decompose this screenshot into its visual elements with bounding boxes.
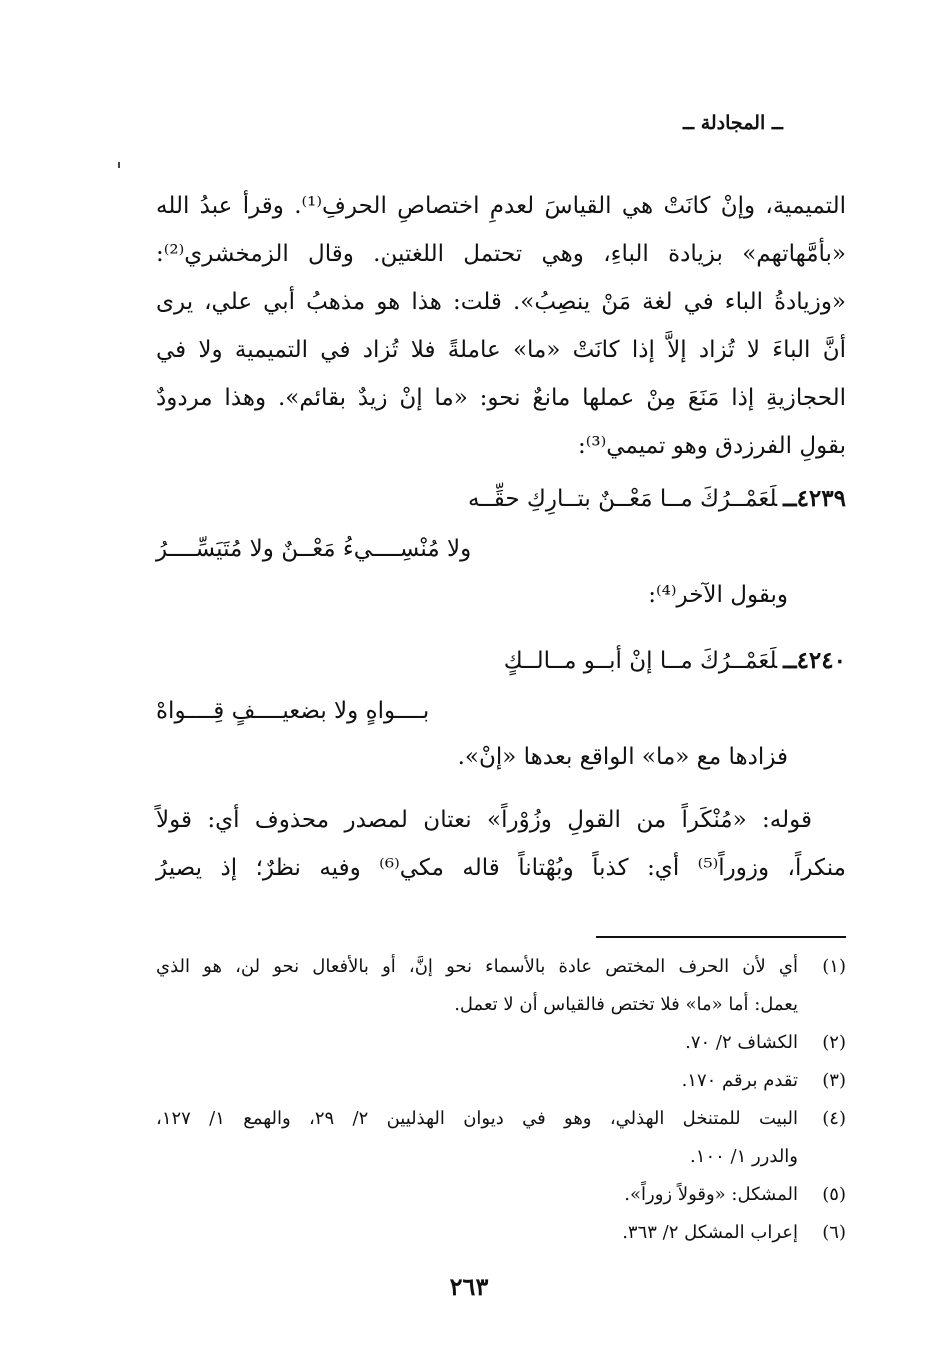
footnote-text: البيت للمتنخل الهذلي، وهو في ديوان الهذليين ٢/ ٢٩، والهمع ١/ ١٢٧،	[156, 1108, 799, 1129]
verse-4240	[156, 636, 846, 736]
verse-intro: وبقول الآخر⁽⁴⁾:	[648, 582, 788, 608]
body-line: بقولِ الفرزدق وهو تميمي⁽³⁾:	[578, 433, 846, 459]
verse-first-hemistich	[156, 474, 846, 524]
body-line: أنَّ الباءَ لا تُزاد إلاَّ إذا كانَتْ «ما» عاملةً فلا تُزاد في التميمية ولا في	[156, 337, 846, 363]
verse-number: ٤٢٤٠ــ	[783, 647, 846, 674]
verse-second-hemistich	[156, 686, 846, 736]
footnotes	[156, 948, 846, 1252]
verse-text: لَعَمْــرُكَ مــا إنْ أبــو مــالــكٍ	[503, 648, 778, 674]
body-line: الحجازيةِ إذا مَنَعَ مِنْ عملها مانعٌ نحو: «ما إنْ زيدٌ بقائم». وهذا مردودٌ	[156, 385, 846, 411]
footnote-text: إعراب المشكل ٢/ ٣٦٣.	[622, 1222, 798, 1243]
footnote-1	[156, 948, 846, 1024]
body-line: منكراً، وزوراً⁽⁵⁾ أي: كذباً وبُهْتاناً قاله مكي⁽⁶⁾ وفيه نظرٌ؛ إذ يصيرُ	[156, 855, 846, 881]
footnote-text: أي لأن الحرف المختص عادة بالأسماء نحو إنَّ، أو بالأفعال نحو لن، هو الذي	[156, 956, 798, 977]
second-paragraph	[156, 796, 846, 892]
body-line: التميمية، وإنْ كانَتْ هي القياسَ لعدمِ اختصاصِ الحرفِ⁽¹⁾. وقرأ عبدُ الله	[156, 193, 847, 219]
footnote-number: (٣)	[822, 1070, 846, 1091]
verse-first-hemistich	[156, 636, 846, 686]
footnote-number: (٦)	[822, 1222, 846, 1243]
footnote-3	[156, 1062, 846, 1100]
footnote-text: تقدم برقم ١٧٠.	[681, 1070, 798, 1091]
page-number: ٢٦٣	[449, 1272, 489, 1301]
footnote-5	[156, 1176, 846, 1214]
footnote-number: (٢)	[822, 1032, 846, 1053]
verse-commentary: فزادها مع «ما» الواقع بعدها «إنْ».	[457, 744, 788, 770]
body-line: «وزيادةُ الباء في لغة مَنْ ينصِبُ». قلت: هذا هو مذهبُ أبي علي، يرى	[156, 289, 846, 315]
body-line: «بأمَّهاتهم» بزيادة الباءِ، وهي تحتمل اللغتين. وقال الزمخشري⁽²⁾:	[156, 241, 846, 267]
footnote-text: والدرر ١/ ١٠٠.	[690, 1146, 798, 1167]
body-line: قوله: «مُنْكَراً من القولِ وزُوْراً» نعتان لمصدر محذوف أي: قولاً	[156, 807, 812, 833]
footnote-text: الكشاف ٢/ ٧٠.	[685, 1032, 798, 1053]
footnote-6	[156, 1214, 846, 1252]
verse-second-hemistich	[156, 524, 846, 574]
footnote-text: المشكل: «وقولاً زوراً».	[624, 1184, 798, 1205]
verse-text: لَعَمْــرُكَ مــا مَعْــنٌ بتــارِكِ حقِّــه	[467, 486, 778, 512]
footnote-2	[156, 1024, 846, 1062]
verse-4239	[156, 474, 846, 574]
verse-text: ولا مُنْسِــــيءُ مَعْــنٌ ولا مُتَيَسِّــــرُ	[156, 536, 472, 562]
running-head: ــ المجادلة ــ	[682, 112, 783, 134]
verse-text: بــــواهٍ ولا بضعيــــفٍ قِــــواهْ	[156, 698, 430, 724]
footnote-separator	[596, 936, 846, 938]
footnote-number: (٤)	[822, 1108, 846, 1129]
footnote-number: (٥)	[822, 1184, 846, 1205]
verse-number: ٤٢٣٩ــ	[783, 485, 846, 512]
footnote-4	[156, 1100, 846, 1176]
footnote-text: يعمل: أما «ما» فلا تختص فالقياس أن لا تعمل.	[454, 994, 798, 1015]
footnote-number: (١)	[822, 956, 846, 977]
main-paragraph	[156, 182, 846, 470]
margin-mark	[118, 162, 120, 168]
